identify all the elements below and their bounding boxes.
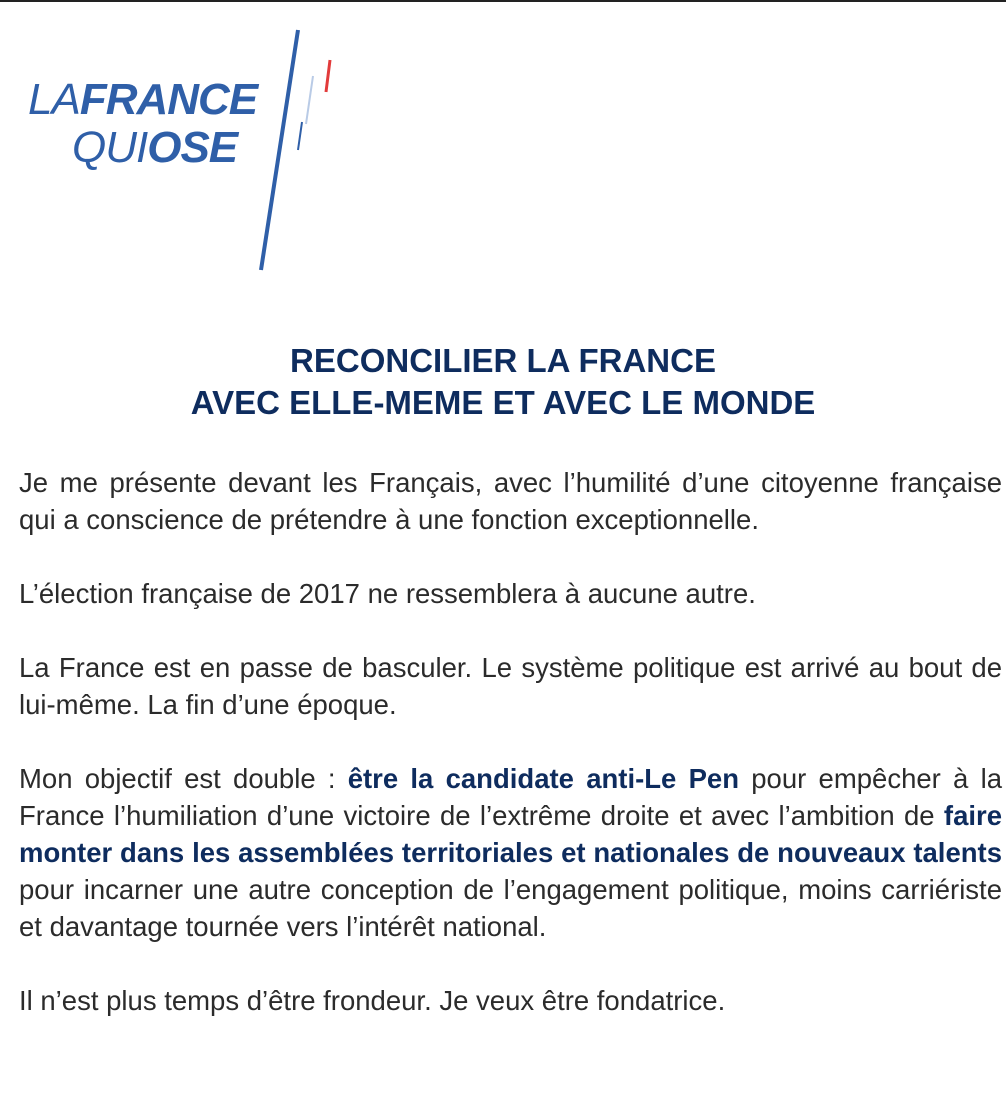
paragraph-4-text-3: pour incarner une autre conception de l’engagement politique, moins carriériste et davantage tournée vers l’intérêt national. [19, 874, 1002, 942]
paragraph-4-text-1: Mon objectif est double : [19, 763, 348, 794]
logo-small-blue-stripe [298, 122, 302, 150]
document-title [0, 340, 1006, 424]
logo-france: FRANCE [79, 75, 258, 124]
logo-ose: OSE [147, 123, 238, 172]
title-line-1: RECONCILIER LA FRANCE [290, 342, 716, 379]
paragraph-2: L’élection française de 2017 ne ressemblera à aucune autre. [19, 578, 756, 609]
highlight-anti-le-pen: être la candidate anti-Le Pen [347, 763, 740, 794]
logo-qui: QUI [72, 123, 148, 172]
document-body [19, 464, 1002, 1056]
logo-red-stripe [326, 60, 330, 92]
logo-light-stripe [306, 76, 313, 124]
la-france-qui-ose-logo [0, 0, 340, 290]
paragraph-1: Je me présente devant les Français, avec l’humilité d’une citoyenne française qui a conscience de prétendre à une fonction exceptionnelle. [19, 467, 1002, 535]
logo-line-2 [72, 124, 237, 172]
title-line-2: AVEC ELLE-MEME ET AVEC LE MONDE [190, 384, 816, 421]
logo-la: LA [28, 75, 80, 124]
logo-line-1 [28, 76, 257, 124]
highlight-nouveaux-talents: faire monter dans les assemblées territoriales et nationales de nouveaux talents [19, 800, 1002, 868]
paragraph-4-text-2: pour empêcher à la France l’humiliation d’une victoire de l’extrême droite et avec l’ambition de [19, 763, 1002, 831]
logo-blue-stripe [261, 30, 298, 270]
paragraph-3: La France est en passe de basculer. Le système politique est arrivé au bout de lui-même. La fin d’une époque. [19, 652, 1002, 720]
paragraph-5: Il n’est plus temps d’être frondeur. Je veux être fondatrice. [19, 985, 726, 1016]
paragraph-4 [19, 760, 1002, 945]
